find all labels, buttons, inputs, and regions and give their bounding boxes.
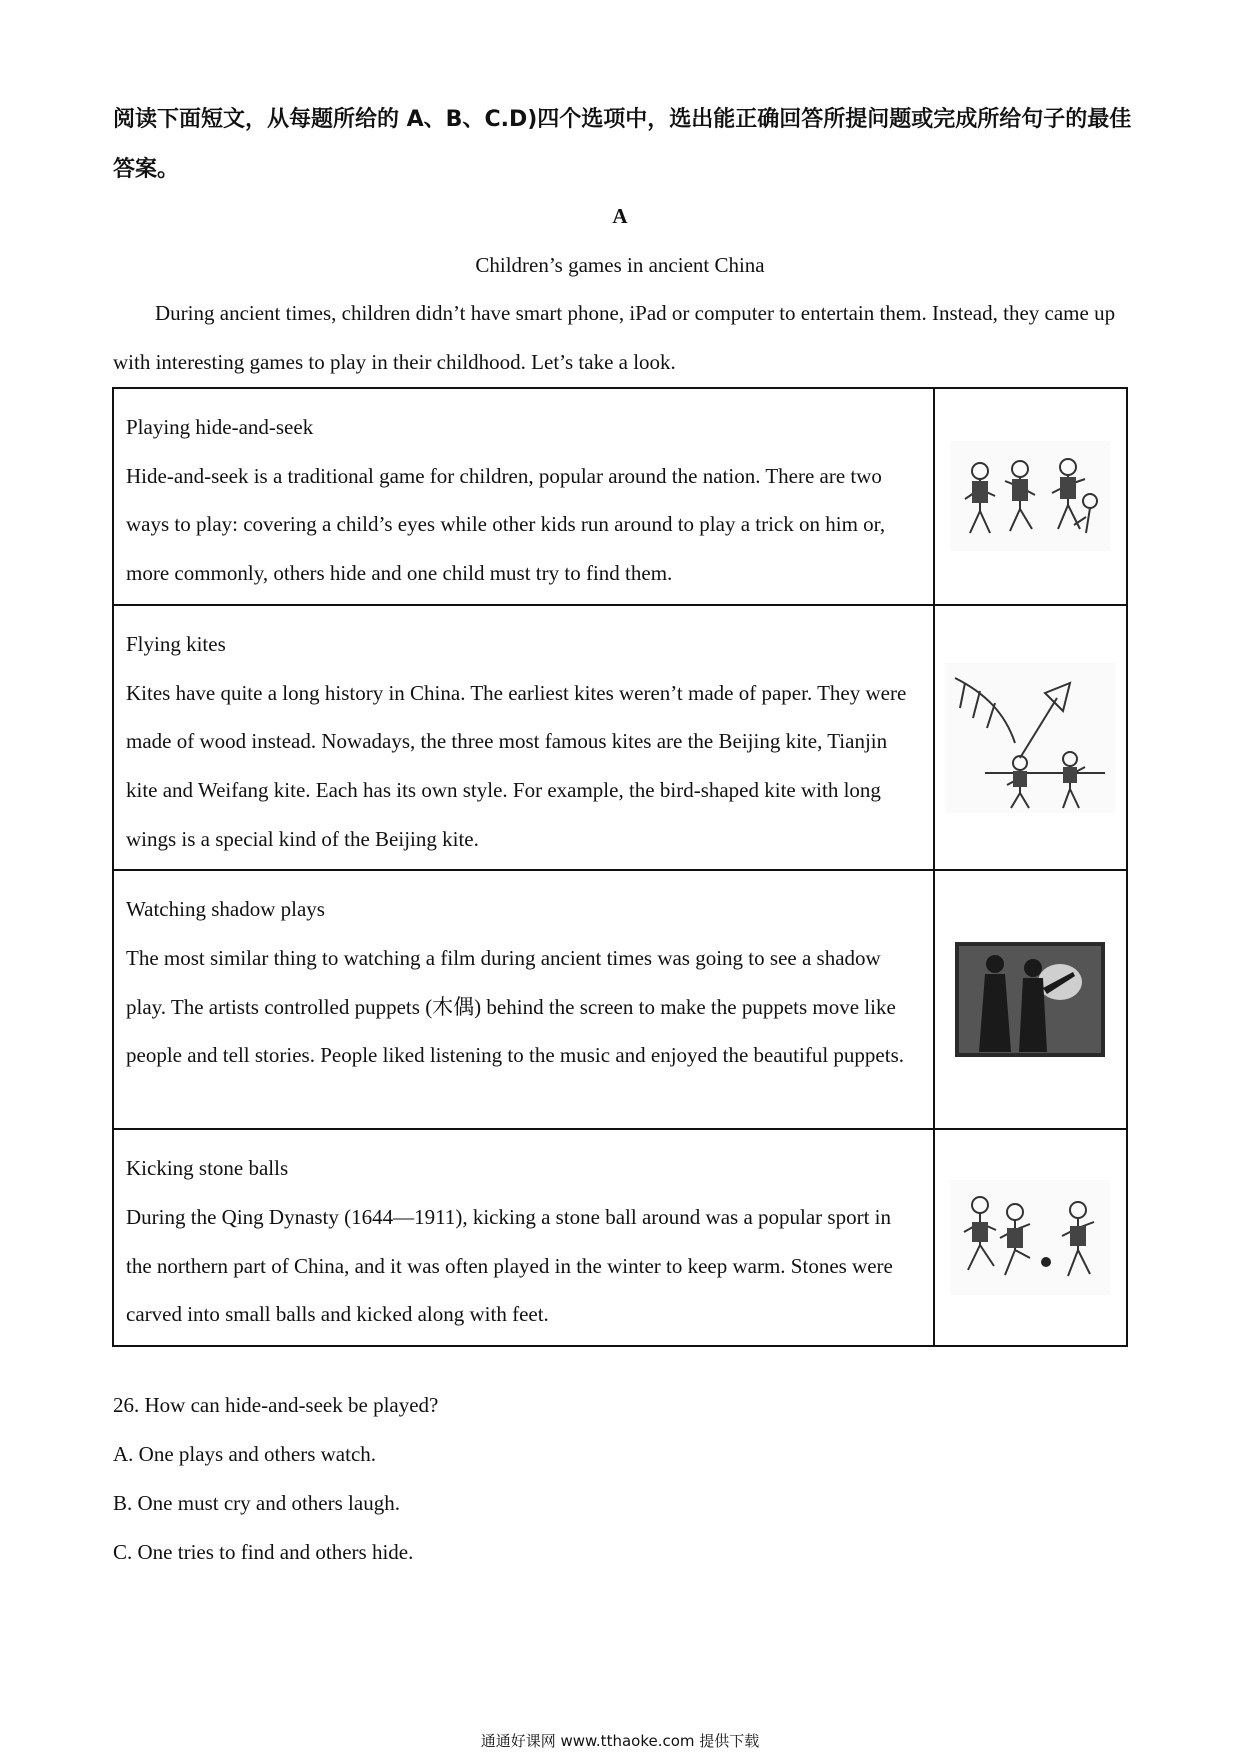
intro-paragraph: During ancient times, children didn’t have smart phone, iPad or computer to entertain them. Instead, they came up with interesting games to play in their childhood. Let’s take a look. bbox=[113, 301, 1116, 374]
games-table bbox=[112, 387, 1128, 1347]
game-image-cell bbox=[934, 1129, 1127, 1346]
instructions: 阅读下面短文，从每题所给的 A、B、C.D)四个选项中，选出能正确回答所提问题或完成所给句子的最佳答案。 bbox=[113, 107, 1132, 182]
option-b[interactable]: B. One must cry and others laugh. bbox=[113, 1491, 400, 1515]
shadow-play-photo-icon bbox=[955, 942, 1105, 1057]
game-image-cell bbox=[934, 605, 1127, 871]
option-a[interactable]: A. One plays and others watch. bbox=[113, 1442, 377, 1466]
table-row bbox=[113, 870, 1127, 1129]
game-image-cell bbox=[934, 388, 1127, 605]
table-row bbox=[113, 388, 1127, 605]
question-stem: 26. How can hide-and-seek be played? bbox=[113, 1393, 439, 1417]
table-row bbox=[113, 605, 1127, 871]
game-text-cell bbox=[113, 388, 934, 605]
game-title: Watching shadow plays bbox=[126, 897, 325, 922]
game-text-cell bbox=[113, 870, 934, 1129]
game-description: Hide-and-seek is a traditional game for children, popular around the nation. There are two ways to play: covering a child’s eyes while other kids run around to play a trick on him or, more commonly, others hide and one child must try to find them. bbox=[126, 463, 886, 586]
kite-flying-illustration-icon bbox=[945, 663, 1115, 813]
game-description: Kites have quite a long history in China. The earliest kites weren’t made of paper. They were made of wood instead. Nowadays, the three most famous kites are the Beijing kite, Tianjin kite and Weifang kite. Each has its own style. For example, the bird-shaped kite with long wings is a special kind of the Beijing kite. bbox=[126, 680, 907, 851]
section-letter: A bbox=[612, 204, 628, 228]
game-description: The most similar thing to watching a film during ancient times was going to see a shadow play. The artists controlled puppets (木偶) behind the screen to make the puppets move like people and tell stories. People liked listening to the music and enjoyed the beautiful puppets. bbox=[126, 946, 904, 1068]
game-title: Playing hide-and-seek bbox=[126, 415, 314, 439]
game-text-cell bbox=[113, 1129, 934, 1346]
article-title: Children’s games in ancient China bbox=[475, 253, 765, 277]
table-row bbox=[113, 1129, 1127, 1346]
game-image-cell bbox=[934, 870, 1127, 1129]
game-description: During the Qing Dynasty (1644—1911), kicking a stone ball around was a popular sport in the northern part of China, and it was often played in the winter to keep warm. Stones were carved into small balls and kicked along with feet. bbox=[126, 1205, 893, 1327]
option-c[interactable]: C. One tries to find and others hide. bbox=[113, 1540, 414, 1564]
stone-ball-illustration-icon bbox=[950, 1180, 1110, 1295]
game-title: Flying kites bbox=[126, 631, 226, 656]
game-text-cell bbox=[113, 605, 934, 871]
hide-and-seek-illustration-icon bbox=[950, 441, 1110, 551]
game-title: Kicking stone balls bbox=[126, 1156, 289, 1181]
footer: 通通好课网 www.tthaoke.com 提供下载 bbox=[480, 1732, 760, 1750]
